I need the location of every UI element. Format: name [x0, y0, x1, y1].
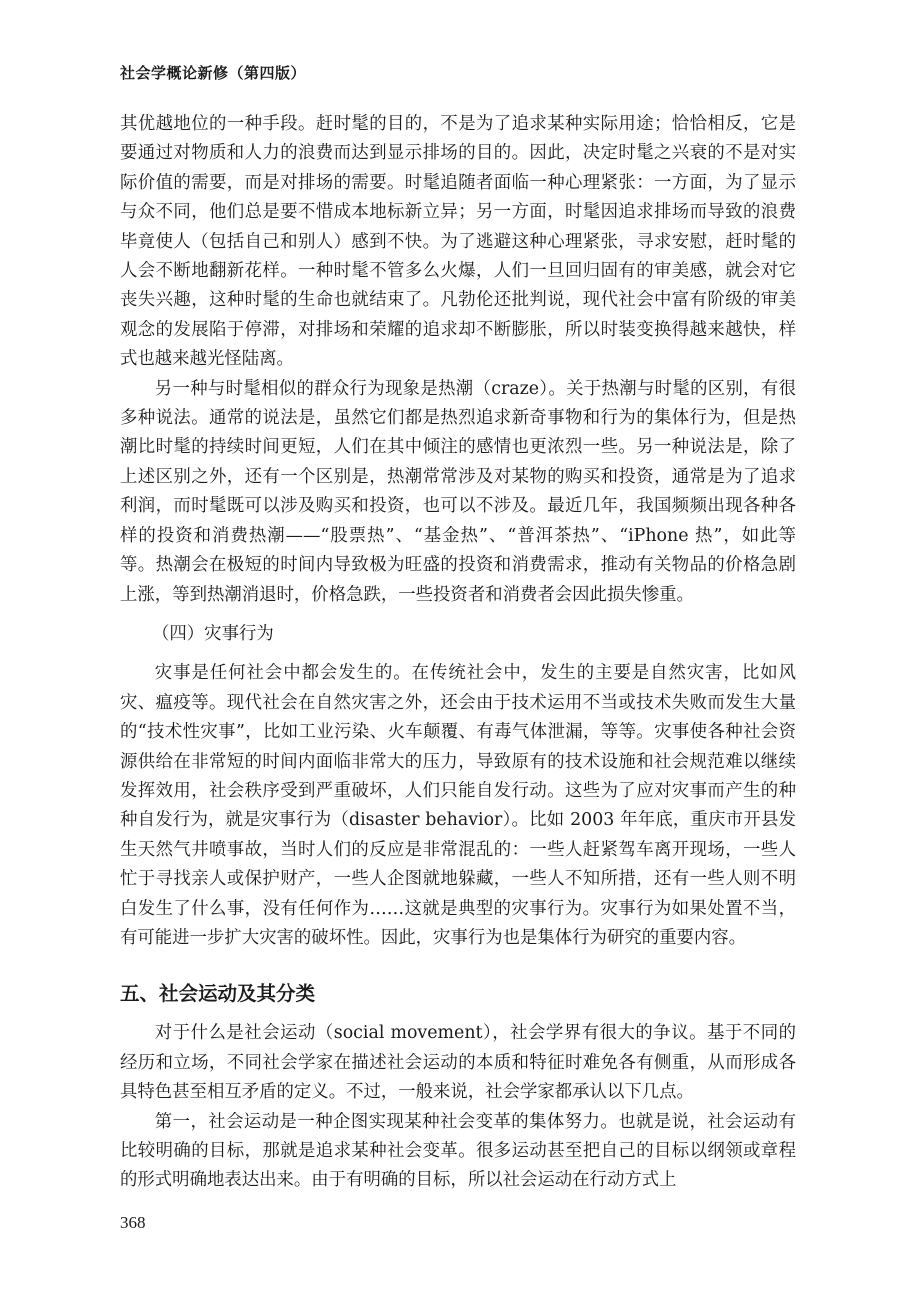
section-heading: 五、社会运动及其分类 [120, 982, 316, 1006]
page-number: 368 [120, 1213, 146, 1232]
running-header-title: 社会学概论新修（第四版） [120, 64, 307, 82]
paragraph-disaster-behavior: 灾事是任何社会中都会发生的。在传统社会中，发生的主要是自然灾害，比如风灾、瘟疫等。现代社会在自然灾害之外，还会由于技术运用不当或技术失败而发生大量的“技术性灾事”，比如工业污染、火车颠覆、有毒气体泄漏，等等。灾事使各种社会资源供给在非常短的时间内面临非常大的压力，导致原有的技术设施和社会规范难以继续发挥效用，社会秩序受到严重破坏，人们只能自发行动。这些为了应对灾事而产生的种种自发行为，就是灾事行为（disaster behavior）。比如 2003 年年底，重庆市开县发生天然气井喷事故，当时人们的反应是非常混乱的：一些人赶紧驾车离开现场，一些人忙于寻找亲人或保护财产，一些人企图就地躲藏，一些人不知所措，还有一些人则不明白发生了什么事，没有任何作为……这就是典型的灾事行为。灾事行为如果处置不当，有可能进一步扩大灾害的破坏性。因此，灾事行为也是集体行为研究的重要内容。 [120, 663, 796, 948]
paragraph-craze: 另一种与时髦相似的群众行为现象是热潮（craze）。关于热潮与时髦的区别，有很多种说法。通常的说法是，虽然它们都是热烈追求新奇事物和行为的集体行为，但是热潮比时髦的持续时间更短，人们在其中倾注的感情也更浓烈一些。另一种说法是，除了上述区别之外，还有一个区别是，热潮常常涉及对某物的购买和投资，通常是为了追求利润，而时髦既可以涉及购买和投资，也可以不涉及。最近几年，我国频频出现各种各样的投资和消费热潮——“股票热”、“基金热”、“普洱茶热”、“iPhone 热”，如此等等。热潮会在极短的时间内导致极为旺盛的投资和消费需求，推动有关物品的价格急剧上涨，等到热潮消退时，价格急跌，一些投资者和消费者会因此损失惨重。 [120, 378, 796, 605]
subsection-heading: （四）灾事行为 [152, 623, 274, 644]
paragraph-social-movement-intro: 对于什么是社会运动（social movement），社会学界有很大的争议。基于不同的经历和立场，不同社会学家在描述社会运动的本质和特征时难免各有侧重，从而形成各具特色甚至相互矛盾的定义。不过，一般来说，社会学家都承认以下几点。 [120, 1023, 796, 1103]
paragraph-social-movement-first: 第一，社会运动是一种企图实现某种社会变革的集体努力。也就是说，社会运动有比较明确的目标，那就是追求某种社会变革。很多运动甚至把自己的目标以纲领或章程的形式明确地表达出来。由于有明确的目标，所以社会运动在行动方式上 [120, 1111, 796, 1191]
paragraph-continued: 其优越地位的一种手段。赶时髦的目的，不是为了追求某种实际用途；恰恰相反，它是要通过对物质和人力的浪费而达到显示排场的目的。因此，决定时髦之兴衰的不是对实际价值的需要，而是对排场的需要。时髦追随者面临一种心理紧张：一方面，为了显示与众不同，他们总是要不惜成本地标新立异；另一方面，时髦因追求排场而导致的浪费毕竟使人（包括自己和别人）感到不快。为了逃避这种心理紧张，寻求安慰，赶时髦的人会不断地翻新花样。一种时髦不管多么火爆，人们一旦回归固有的审美感，就会对它丧失兴趣，这种时髦的生命也就结束了。凡勃伦还批判说，现代社会中富有阶级的审美观念的发展陷于停滞，对排场和荣耀的追求却不断膨胀，所以时装变换得越来越快，样式也越来越光怪陆离。 [120, 114, 796, 370]
page-body [120, 110, 796, 1196]
